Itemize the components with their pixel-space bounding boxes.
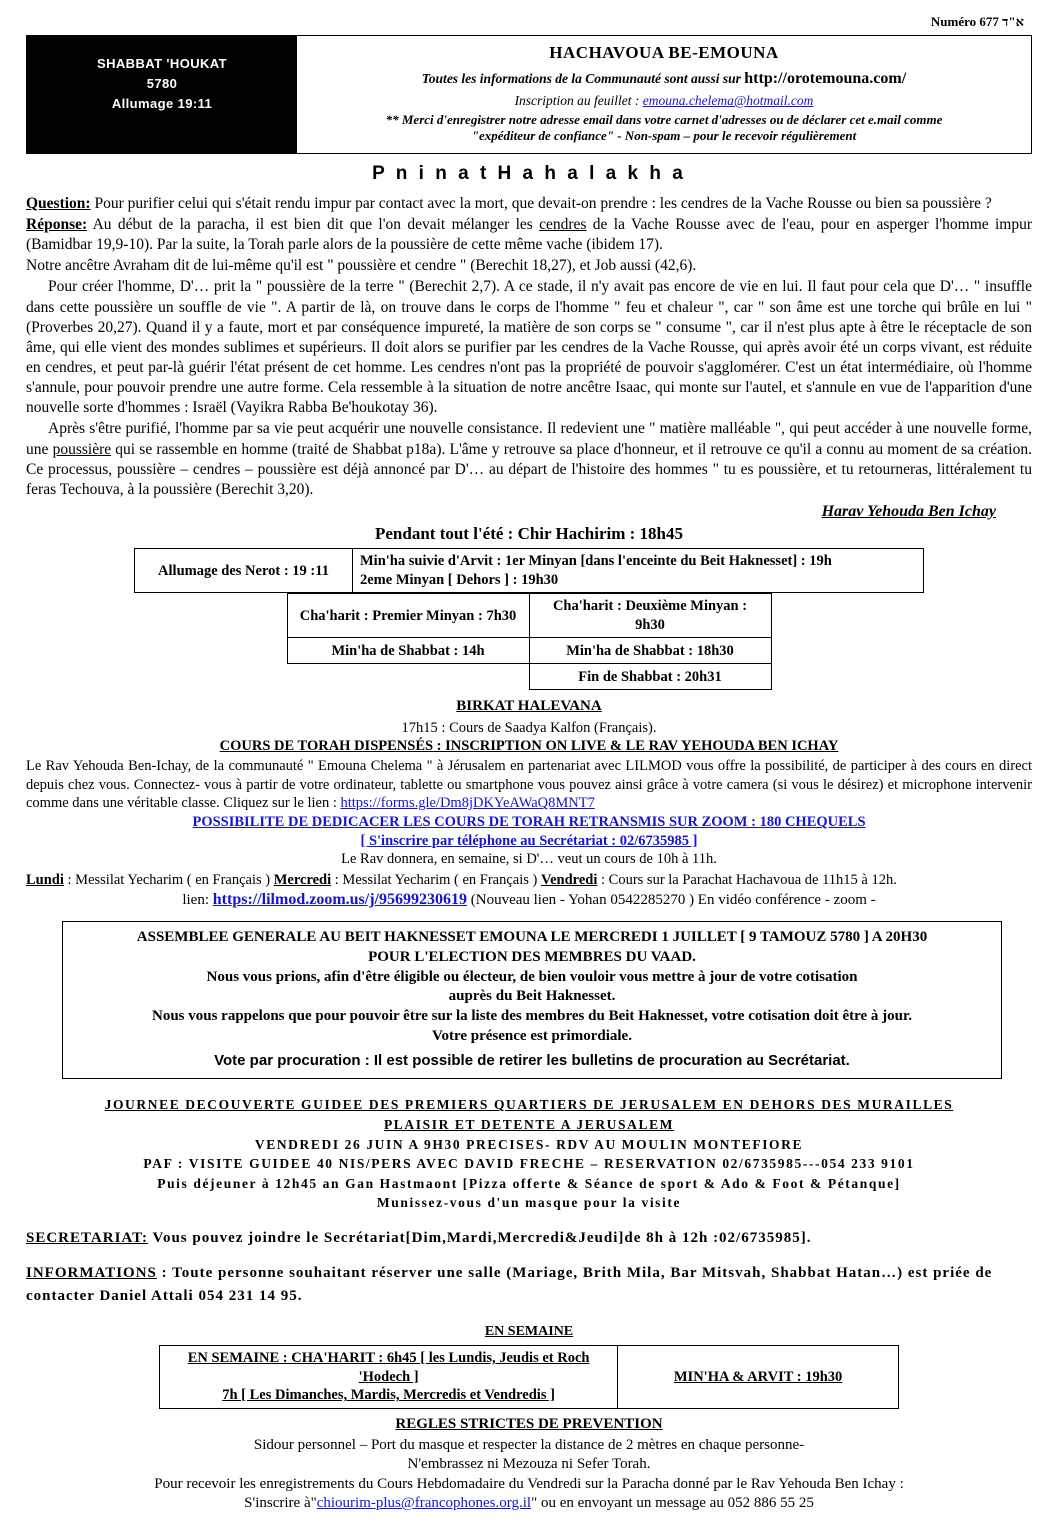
lien-suffix: (Nouveau lien - Yohan 0542285270 ) En vidéo conférence - zoom -	[467, 892, 876, 909]
cours-description	[26, 757, 1032, 814]
table-row	[135, 549, 924, 593]
table-row	[287, 664, 771, 690]
assemblee-line-3: Nous vous prions, afin d'être éligible ou électeur, de bien vouloir vous mettre à jour de votre cotisation	[206, 968, 858, 985]
email-warning	[307, 112, 1021, 145]
hebrew-year: 5780	[146, 75, 178, 91]
inscription-line	[307, 92, 1021, 109]
mercredi-text: : Messilat Yecharim ( en Français )	[331, 871, 541, 888]
candle-minha-table	[134, 548, 924, 593]
regles-line-4	[26, 1494, 1032, 1514]
chiourim-email-link[interactable]: chiourim-plus@francophones.org.il	[316, 1495, 532, 1512]
minyan-2-line: 2eme Minyan [ Dehors ] : 19h30	[360, 571, 559, 588]
minyan-1-line: Min'ha suivie d'Arvit : 1er Minyan [dans l'enceinte du Beit Haknesset] : 19h	[360, 553, 832, 570]
assemblee-generale-box	[62, 921, 1002, 1080]
journee-line-2: PLAISIR ET DETENTE A JERUSALEM	[383, 1117, 675, 1133]
secretariat-block	[26, 1229, 1032, 1248]
secretariat-text: Vous pouvez joindre le Secrétariat[Dim,Mardi,Mercredi&Jeudi]de 8h à 12h :02/6735985].	[148, 1229, 812, 1246]
assemblee-line-2: POUR L'ELECTION DES MEMBRES DU VAAD.	[368, 948, 696, 965]
journee-line-6: Munissez-vous d'un masque pour la visite	[376, 1195, 682, 1211]
reponse-text-a: Au début de la paracha, il est bien dit que l'on devait mélanger les	[87, 216, 540, 234]
weekday-minha-arvit-text: MIN'HA & ARVIT : 19h30	[673, 1368, 843, 1385]
birkat-halevana-title: BIRKAT HALEVANA	[456, 698, 602, 715]
website-line-prefix: Toutes les informations de la Communauté sont aussi sur	[421, 71, 745, 87]
inscription-prefix: Inscription au feuillet :	[514, 92, 643, 108]
regles-line-3: Pour recevoir les enregistrements du Cours Hebdomadaire du Vendredi sur la Paracha donné par le Rav Yehouda Ben Ichay :	[154, 1475, 904, 1492]
halakha-article	[26, 194, 1032, 500]
page-title: P n i n a t H a h a l a k h a	[372, 162, 686, 184]
question-label: Question:	[26, 194, 91, 212]
weekday-chaharit-line2: 7h [ Les Dimanches, Mardis, Mercredis et Vendredis ]	[222, 1387, 555, 1404]
author-signature: Harav Yehouda Ben Ichay	[821, 503, 996, 521]
regles-title: REGLES STRICTES DE PREVENTION	[395, 1415, 663, 1432]
regles-block	[26, 1436, 1032, 1514]
paragraph-2: Notre ancêtre Avraham dit de lui-même qu'il est " poussière et cendre " (Berechit 18,27), et Job aussi (42,6).	[26, 257, 697, 275]
shabbat-name: SHABBAT 'HOUKAT	[97, 55, 227, 71]
empty-cell	[287, 664, 529, 690]
rav-schedule-line: Le Rav donnera, en semaine, si D'… veut un cours de 10h à 11h.	[341, 851, 717, 868]
paragraph-4-underlined: poussière	[52, 440, 112, 458]
journee-line-4: PAF : VISITE GUIDEE 40 NIS/PERS AVEC DAVID FRECHE – RESERVATION 02/6735985---054 233 9101	[143, 1156, 915, 1172]
vendredi-label: Vendredi	[540, 871, 598, 888]
header-main	[297, 36, 1031, 153]
lundi-label: Lundi	[26, 871, 64, 888]
cours-torah-title: COURS DE TORAH DISPENSÉS : INSCRIPTION ON LIVE & LE RAV YEHOUDA BEN ICHAY	[219, 738, 839, 755]
journee-decouverte-block	[26, 1095, 1032, 1212]
reponse-label: Réponse:	[26, 216, 88, 234]
paragraph-4-a: Après s'être purifié, l'homme par sa vie peut acquérir une nouvelle consistance. Il redevient une " matière malléable ", qui peut accéder à une nouvelle forme, une	[26, 420, 1032, 458]
regles-line-1: Sidour personnel – Port du masque et respecter la distance de 2 mètres en chaque personne-	[253, 1436, 805, 1453]
table-row	[287, 638, 771, 664]
dedicace-text: POSSIBILITE DE DEDICACER LES COURS DE TORAH RETRANSMIS SUR ZOOM : 180 CHEQUELS	[192, 814, 866, 831]
secretariat-label: SECRETARIAT:	[26, 1229, 149, 1246]
dedicace-line	[26, 813, 1032, 832]
en-semaine-title: EN SEMAINE	[484, 1324, 574, 1340]
lundi-text: : Messilat Yecharim ( en Français )	[63, 871, 274, 888]
inscription-prefix-text: S'inscrire à"	[244, 1495, 317, 1512]
question-paragraph	[26, 194, 1032, 214]
assemblee-line-6: Votre présence est primordiale.	[432, 1027, 632, 1044]
table-row	[160, 1345, 899, 1408]
paragraph-3: Pour créer l'homme, D'… prit la " poussière de la terre " (Berechit 2,7). A ce stade, il n'y avait pas encore de vie en lui. Il faut pour cela que D'… " insuffle dans cette poussière un souffle de vie ". A partir de là, on trouve dans le corps de l'homme " feu et chaleur ", car " son âme est une torche qui brûle en lui " (Proverbes 20,27). Quand il y a faute, mort et par conséquence impureté, la matière de son corps se " consume ", car il n'est plus apte à être le réceptacle de son âme, qui elle vient des mondes sublimes et supérieurs. Il doit alors se purifier par les cendres de la Vache Rousse, qui après avoir été un corps vivant, est réduite en cendres, et peut par-là guérir l'état présent de cet homme. Les cendres n'ont pas la propriété de pouvoir s'agglomérer. C'est un état intermédiaire, où l'homme s'annule, pour pouvoir prendre une autre forme. Cela ressemble à la situation de notre ancêtre Isaac, qui monte sur l'autel, et s'annule en vue de l'apparition d'une nouvelle sorte d'hommes : Israël (Vayikra Rabba Be'houkotay 36).	[26, 278, 1032, 417]
paragraph-4	[26, 419, 1032, 500]
inscription-suffix-text: " ou en envoyant un message au 052 886 55 25	[531, 1495, 814, 1512]
journee-line-3: VENDREDI 26 JUIN A 9H30 PRECISES- RDV AU MOULIN MONTEFIORE	[254, 1136, 804, 1152]
publication-title: HACHAVOUA BE-EMOUNA	[549, 42, 779, 62]
informations-label: INFORMATIONS	[26, 1265, 157, 1282]
journee-line-5: Puis déjeuner à 12h45 an Gan Hastmaont [Pizza offerte & Séance de sport & Ado & Foot & Pétanque]	[157, 1175, 901, 1191]
minha-arvit-cell	[353, 549, 924, 593]
informations-text: : Toute personne souhaitant réserver une salle (Mariage, Brith Mila, Bar Mitsvah, Shabbat Hatan…) est priée de contacter Daniel Attali 054 231 14 95.	[26, 1265, 993, 1304]
inscription-email-link[interactable]: emouna.chelema@hotmail.com	[642, 92, 814, 108]
shabbat-times-table	[287, 593, 772, 690]
minha-shabbat-2: Min'ha de Shabbat : 18h30	[529, 638, 771, 664]
reponse-paragraph	[26, 215, 1032, 255]
weekly-courses-line	[26, 871, 1032, 890]
regles-line-2: N'embrassez ni Mezouza ni Sefer Torah.	[407, 1456, 651, 1473]
allumage-cell: Allumage des Nerot : 19 :11	[135, 549, 353, 593]
zoom-link[interactable]: https://lilmod.zoom.us/j/95699230619	[212, 891, 467, 909]
website-line	[307, 69, 1021, 89]
reponse-text-underlined: cendres	[539, 216, 587, 234]
assemblee-line-1: ASSEMBLEE GENERALE AU BEIT HAKNESSET EMOUNA LE MERCREDI 1 JUILLET [ 9 TAMOUZ 5780 ] A 20H30	[136, 928, 928, 945]
minha-shabbat-1: Min'ha de Shabbat : 14h	[287, 638, 529, 664]
journee-line-1: JOURNEE DECOUVERTE GUIDEE DES PREMIERS QUARTIERS DE JERUSALEM EN DEHORS DES MURAILLES	[104, 1097, 954, 1113]
website-url[interactable]: http://orotemouna.com/	[744, 70, 907, 88]
fin-de-shabbat: Fin de Shabbat : 20h31	[529, 664, 771, 690]
shabbat-info-block	[27, 36, 297, 153]
header-banner	[26, 35, 1032, 154]
weekday-minha-arvit-cell	[618, 1345, 899, 1408]
assemblee-line-4: auprès du Beit Haknesset.	[448, 988, 616, 1005]
inscription-form-link[interactable]: https://forms.gle/Dm8jDKYeAWaQ8MNT7	[340, 795, 595, 812]
informations-block	[26, 1262, 1032, 1307]
assemblee-line-7: Vote par procuration : Il est possible de retirer les bulletins de procuration au Secrétariat.	[214, 1051, 850, 1069]
saadya-kalfon-course: 17h15 : Cours de Saadya Kalfon (Français).	[401, 719, 657, 736]
inscription-phone-line: [ S'inscrire par téléphone au Secrétariat : 02/6735985 ]	[360, 832, 698, 849]
paragraph-4-b: qui se rassemble en homme (traité de Shabbat p18a). L'âme y retrouve sa place d'honneur, et il retrouve ce qu'il a connu au moment de sa création. Ce processus, poussière – cendres – poussière est déjà annoncé par D'… au départ de l'histoire des hommes " tu es poussière, et tu retourneras, littéralement tu feras Techouva, à la poussière (Berechit 3,20).	[26, 440, 1032, 498]
mercredi-label: Mercredi	[273, 871, 332, 888]
zoom-link-line	[26, 890, 1032, 910]
lien-label: lien:	[182, 892, 213, 909]
email-warning-line2: "expéditeur de confiance" - Non-spam – pour le recevoir régulièrement	[471, 128, 857, 144]
table-row	[287, 594, 771, 638]
cours-description-text: Le Rav Yehouda Ben-Ichay, de la communauté " Emouna Chelema " à Jérusalem en partenariat avec LILMOD vous offre la possibilité, de participer à des cours en direct depuis chez vous. Connectez- vous à partir de votre ordinateur, tablette ou smartphone vous pouvez ainsi grâce à votre camera (si vous le désirez) et microphone intervenir comme dans une véritable classe. Cliquez sur le lien :	[26, 757, 1032, 812]
candle-lighting-time: Allumage 19:11	[111, 95, 213, 111]
summer-schedule-line: Pendant tout l'été : Chir Hachirim : 18h45	[374, 523, 684, 543]
reponse-text-b: de la Vache Rousse avec de l'eau, pour en asperger l'homme impur (Bamidbar 19,9-10). Par la suite, la Torah parle alors de la poussière de cette même vache (ibidem 17).	[26, 216, 1032, 254]
email-warning-line1: ** Merci d'enregistrer notre adresse email dans votre carnet d'adresses ou de déclarer cet e.mail comme	[385, 112, 943, 128]
weekday-times-table	[159, 1345, 899, 1409]
assemblee-line-5: Nous vous rappelons que pour pouvoir être sur la liste des membres du Beit Haknesset, votre cotisation doit être à jour.	[151, 1008, 913, 1025]
weekday-chaharit-line1: EN SEMAINE : CHA'HARIT : 6h45 [ les Lundis, Jeudis et Roch 'Hodech ]	[187, 1349, 590, 1385]
weekday-chaharit-cell	[160, 1345, 618, 1408]
question-text: Pour purifier celui qui s'était rendu impur par contact avec la mort, que devait-on prendre : les cendres de la Vache Rousse ou bien sa poussière ?	[90, 194, 992, 212]
vendredi-text: : Cours sur la Parachat Hachavoua de 11h15 à 12h.	[597, 871, 897, 888]
issue-number: Numéro 677 א"ד	[930, 14, 1024, 29]
chaharit-minyan-1: Cha'harit : Premier Minyan : 7h30	[287, 594, 529, 638]
chaharit-minyan-2: Cha'harit : Deuxième Minyan : 9h30	[529, 594, 771, 638]
